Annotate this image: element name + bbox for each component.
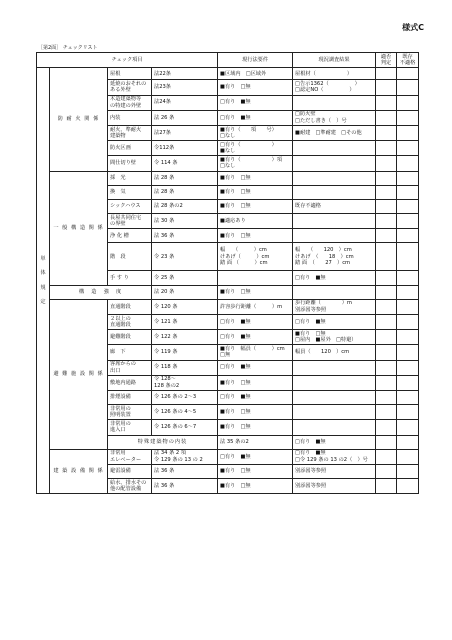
law: 法23条 (152, 80, 218, 95)
result: 既存不適格 (293, 199, 376, 213)
requirement: ■有り □無 (218, 420, 293, 435)
requirement: ■有り □無 (218, 375, 293, 390)
item: 間仕切り壁 (108, 156, 152, 171)
law: 令 126 条の 2～3 (152, 390, 218, 404)
law: 法 20 条 (152, 285, 218, 299)
suit-cell (376, 68, 397, 80)
item: 敷地内通路 (108, 375, 152, 390)
existing-cell (397, 185, 419, 199)
suit-cell (376, 285, 397, 299)
item: 廊 下 (108, 345, 152, 360)
suit-cell (376, 464, 397, 478)
group-special: 特殊建築物の内装 (108, 435, 218, 449)
law: 法 35 条の2 (218, 435, 293, 449)
existing-cell (397, 330, 419, 345)
result (293, 375, 376, 390)
item: 木造建築物等 の特建の外壁 (108, 95, 152, 110)
law: 令 122 条 (152, 330, 218, 345)
law: 法22条 (152, 68, 218, 80)
law: 令 128～ 128 条の2 (152, 375, 218, 390)
requirement: □有り ■無 (218, 95, 293, 110)
existing-cell (397, 464, 419, 478)
law: 法 36 条 (152, 464, 218, 478)
requirement: ■有り □無 (218, 229, 293, 243)
suit-cell (376, 405, 397, 420)
item: 換 気 (108, 185, 152, 199)
result: 幅 （ 120 ）cm けあげ （ 18 ）cm 踏 面 （ 27 ）cm (293, 243, 376, 271)
existing-cell (397, 95, 419, 110)
section-title: ［第2面］ チェックリスト (38, 45, 98, 51)
suit-cell (376, 315, 397, 330)
existing-cell (397, 214, 419, 229)
requirement: □有り ■無 (218, 330, 293, 345)
item: 非常用の 進入口 (108, 420, 152, 435)
existing-cell (397, 479, 419, 494)
result: ■有り □無 □屋内 ■屋外 □特避） (293, 330, 376, 345)
suit-cell (376, 390, 397, 404)
requirement: □有り ■無 (218, 315, 293, 330)
result (293, 405, 376, 420)
requirement: ■有り □無 (218, 405, 293, 420)
item: 長屋共同住宅 の界壁 (108, 214, 152, 229)
existing-cell (397, 68, 419, 80)
law: 法 28 条の2 (152, 199, 218, 213)
law: 令 121 条 (152, 315, 218, 330)
suit-cell (376, 299, 397, 314)
result: □防火壁 □ただし書き（ ）号 (293, 110, 376, 125)
item: 耐火、準耐火 建築物 (108, 125, 152, 140)
item: 避難階段 (108, 330, 152, 345)
requirement: ■有り 幅員（ ）cm □無 (218, 345, 293, 360)
result: □有り ■無 □令 129 条の 13 の2（ ）号 (293, 449, 376, 464)
existing-cell (397, 420, 419, 435)
suit-cell (376, 375, 397, 390)
result: 屋根材（ ） (293, 68, 376, 80)
requirement: □有り ■無 (218, 360, 293, 375)
result: 別添図等参照 (293, 479, 376, 494)
law: 法 30 条 (152, 214, 218, 229)
requirement: 幅 （ ）cm けあげ（ ）cm 踏 面 （ ）cm (218, 243, 293, 271)
side-label: 単 体 規 定 (37, 68, 50, 494)
item: 排煙設備 (108, 390, 152, 404)
suit-cell (376, 95, 397, 110)
group-evac: 避 難 施 設 関 係 (50, 299, 108, 449)
result: 別添図等参照 (293, 464, 376, 478)
group-fire: 防 耐 火 関 係 (50, 68, 108, 171)
suit-cell (376, 229, 397, 243)
requirement: □有り ■無 (218, 390, 293, 404)
requirement: ■有り □無 (218, 185, 293, 199)
law: 法 36 条 (152, 229, 218, 243)
item: 屋根 (108, 68, 152, 80)
form-id: 様式C (402, 23, 424, 32)
result (293, 185, 376, 199)
header-survey: 現況調査結果 (293, 53, 376, 68)
suit-cell (376, 214, 397, 229)
result: 幅員（ 120 ）cm (293, 345, 376, 360)
item: 非常用の 照明装置 (108, 405, 152, 420)
existing-cell (397, 315, 419, 330)
header-law: 現行法要件 (218, 53, 293, 68)
requirement: ■有り □無 (218, 479, 293, 494)
law: 令 114 条 (152, 156, 218, 171)
requirement: 許容歩行距離（ ）m (218, 299, 293, 314)
result (376, 435, 397, 449)
item: 避雷設備 (108, 464, 152, 478)
item: 給水、排水その 他の配管設備 (108, 479, 152, 494)
item: シックハウス (108, 199, 152, 213)
requirement: ■有り（ 項 号） □なし (218, 125, 293, 140)
result (293, 360, 376, 375)
suit-cell (376, 125, 397, 140)
result (293, 285, 376, 299)
item: 延焼のおそれの ある外壁 (108, 80, 152, 95)
suit-cell (376, 479, 397, 494)
law: 法 36 条 (152, 479, 218, 494)
requirement: ■有り □無 (218, 199, 293, 213)
existing-cell (397, 156, 419, 171)
existing-cell (397, 299, 419, 314)
item: ２以上の 直通階段 (108, 315, 152, 330)
suit-cell (376, 360, 397, 375)
law: 法27条 (152, 125, 218, 140)
suit-cell (397, 435, 419, 449)
law: 令 25 条 (152, 271, 218, 285)
suit-cell (376, 271, 397, 285)
existing-cell (397, 345, 419, 360)
header-suit: 適否 判定 (376, 53, 397, 68)
result: □有り ■無 (293, 315, 376, 330)
item: 直通階段 (108, 299, 152, 314)
existing-cell (397, 375, 419, 390)
group-equip: 建 築 設 備 関 係 (50, 449, 108, 494)
suit-cell (376, 345, 397, 360)
requirement: ■有り（ ）項 □なし (218, 156, 293, 171)
requirement: ■有り □無 (218, 285, 293, 299)
result (293, 171, 376, 185)
result (293, 229, 376, 243)
item: 非常用 エレベーター (108, 449, 152, 464)
requirement: ■有り □無 (218, 80, 293, 95)
law: 法 34 条 2 項 令 129 条の 13 の 2 (152, 449, 218, 464)
law: 令 23 条 (152, 243, 218, 271)
suit-cell (376, 199, 397, 213)
existing-cell (397, 110, 419, 125)
item: 客席からの 出口 (108, 360, 152, 375)
header-existing: 既存 不適格 (397, 53, 419, 68)
group-structure: 構 造 強 度 (50, 285, 152, 299)
result (293, 141, 376, 156)
suit-cell (376, 80, 397, 95)
law: 令 120 条 (152, 299, 218, 314)
existing-cell (397, 390, 419, 404)
item: 採 光 (108, 171, 152, 185)
result (293, 390, 376, 404)
existing-cell (397, 125, 419, 140)
law: 令 126 条の 4～5 (152, 405, 218, 420)
suit-cell (376, 330, 397, 345)
existing-cell (397, 271, 419, 285)
suit-cell (376, 185, 397, 199)
group-general: 一 般 構 造 関 係 (50, 171, 108, 285)
existing-cell (397, 243, 419, 271)
suit-cell (376, 171, 397, 185)
requirement (218, 271, 293, 285)
existing-cell (397, 229, 419, 243)
existing-cell (397, 449, 419, 464)
item: 内装 (108, 110, 152, 125)
requirement: ■有り □無 (218, 171, 293, 185)
suit-cell (376, 156, 397, 171)
suit-cell (376, 449, 397, 464)
item: 階 段 (108, 243, 152, 271)
result: 歩行距離（ ）m 別添図等参照 (293, 299, 376, 314)
requirement: ■区域内 □区域外 (218, 68, 293, 80)
existing-cell (397, 285, 419, 299)
result: ■耐建 □準耐建 □その他 (293, 125, 376, 140)
requirement: □有り ■無 (293, 435, 376, 449)
law: 令 118 条 (152, 360, 218, 375)
law: 法 28 条 (152, 185, 218, 199)
result (293, 156, 376, 171)
result (293, 95, 376, 110)
existing-cell (397, 199, 419, 213)
checklist-table (36, 52, 419, 494)
result: □有り ■無 (293, 271, 376, 285)
suit-cell (376, 110, 397, 125)
item: 防火区画 (108, 141, 152, 156)
existing-cell (397, 171, 419, 185)
existing-cell (397, 360, 419, 375)
result: □告示1362（ ） □認定NO（ ） (293, 80, 376, 95)
suit-cell (376, 141, 397, 156)
law: 令112条 (152, 141, 218, 156)
law: 令 126 条の 6～7 (152, 420, 218, 435)
item: 浄 化 槽 (108, 229, 152, 243)
requirement: □有り ■無 (218, 110, 293, 125)
suit-cell (376, 420, 397, 435)
suit-cell (376, 243, 397, 271)
item: 手 す り (108, 271, 152, 285)
requirement: ■有り □無 (218, 464, 293, 478)
existing-cell (397, 141, 419, 156)
existing-cell (397, 80, 419, 95)
law: 法 26 条 (152, 110, 218, 125)
header-item: チェック項目 (37, 53, 218, 68)
existing-cell (397, 405, 419, 420)
result (293, 420, 376, 435)
requirement: ■適応あり (218, 214, 293, 229)
requirement: □有り（ ） ■なし (218, 141, 293, 156)
law: 法 28 条 (152, 171, 218, 185)
law: 法24条 (152, 95, 218, 110)
result (293, 214, 376, 229)
law: 令 119 条 (152, 345, 218, 360)
requirement: □有り ■無 (218, 449, 293, 464)
